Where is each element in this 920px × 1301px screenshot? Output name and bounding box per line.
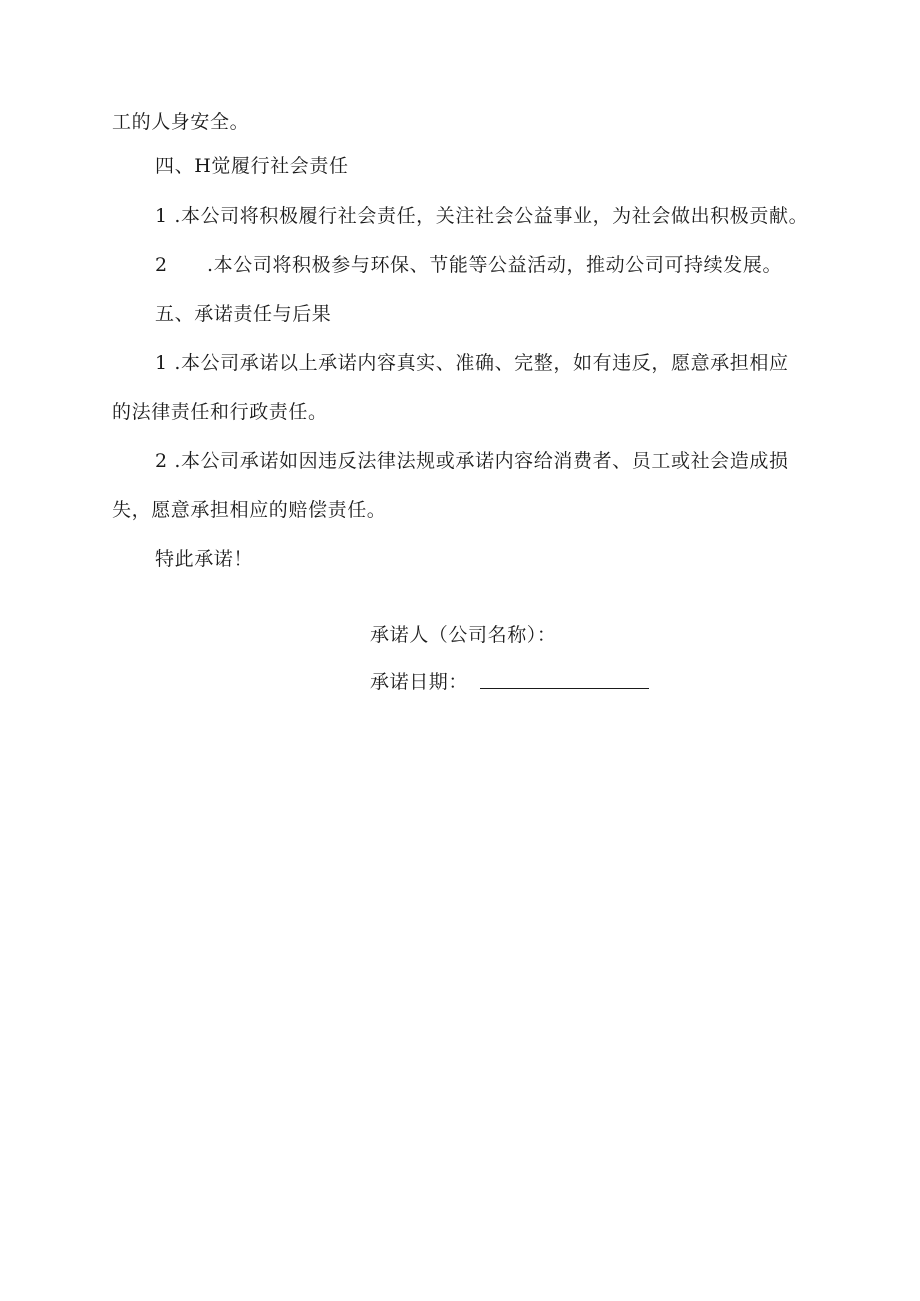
section4-item2-text: .本公司将积极参与环保、节能等公益活动，推动公司可持续发展。 [207, 254, 783, 276]
section5-item1-line2: 的法律责任和行政责任。 [112, 401, 328, 423]
section5-item2-number: 2 [155, 450, 168, 472]
section5-item2-line1 [155, 449, 789, 473]
section5-item2-line2: 失，愿意承担相应的赔偿责任。 [112, 499, 387, 521]
section4-item1 [155, 204, 808, 228]
promisor-label: 承诺人（公司名称）： [370, 624, 557, 646]
section4-item1-text: .本公司将积极履行社会责任，关注社会公益事业，为社会做出积极贡献。 [174, 205, 809, 227]
section5-item1-line1 [155, 351, 789, 375]
section5-item1-number: 1 [155, 352, 168, 374]
section5-item2-text: .本公司承诺如因违反法律法规或承诺内容给消费者、员工或社会造成损 [174, 450, 789, 472]
closing-text: 特此承诺！ [155, 548, 254, 570]
section4-heading: 四、H觉履行社会责任 [155, 155, 349, 177]
date-label: 承诺日期： [370, 671, 469, 693]
section4-item1-number: 1 [155, 205, 168, 227]
section4-item2 [155, 253, 782, 277]
date-signature-line[interactable] [480, 688, 649, 689]
intro-tail-text: 工的人身安全。 [112, 111, 250, 133]
section4-item2-number: 2 [155, 254, 168, 276]
section5-heading: 五、承诺责任与后果 [155, 303, 332, 325]
section5-item1-text: .本公司承诺以上承诺内容真实、准确、完整，如有违反，愿意承担相应 [174, 352, 789, 374]
